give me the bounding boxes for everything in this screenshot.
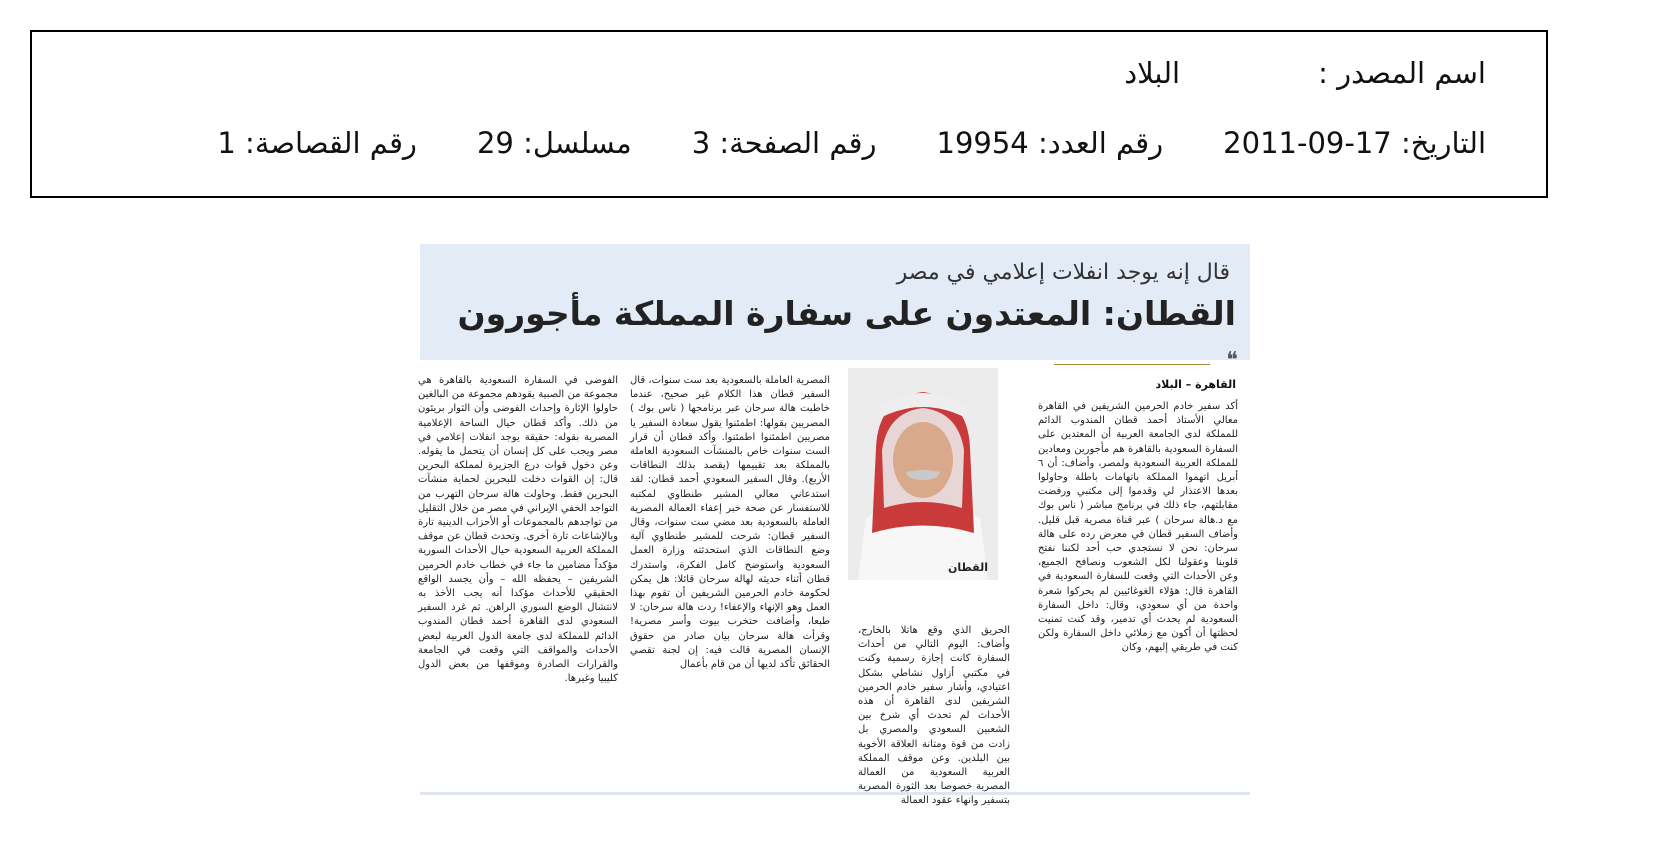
article-column-1: أكد سفير خادم الحرمين الشريفين في القاهرة معالي الأستاذ أحمد قطان المندوب الدائم للمملكة لدى الجامعة العربية أن المعتدين على السفارة السعودية بالقاهرة هم مأجورين ومعادين للمملكة العربية السعودية ولمصر، وأضاف: أن ٦ أبريل اتهموا المملكة باتهامات باطلة وحاولوا بعدها الاعتذار لي وقدموا إلى مكتبي ورفضت مقابلتهم، جاء ذلك في برنامج مباشر ( ناس بوك مع د.هالة سرحان ) عبر قناة مصرية قبل قليل. وأضاف السفير قطان في معرض رده على هالة سرحان: نحن لا نستجدي حب أحد لكننا نفتح قلوبنا وعقولنا لكل الشعوب ونصافح الجميع، وعن الأحداث التي وقعت للسفارة السعودية في القاهرة قال: هؤلاء الغوغائيين لم يحركوا شعرة واحدة من أي سعودي، وقال: داخل السفارة السعودية لم يحدث أي تدمير، وقد كنت تمنيت لحظتها أن أكون مع زملائي داخل السفارة ولكن كنت في طريقي إليهم، وكان: [1038, 401, 1238, 654]
date-field: التاريخ: 17-09-2011: [1223, 126, 1486, 160]
newspaper-clipping: [420, 244, 1250, 844]
source-metadata-box: [30, 30, 1548, 198]
clip-number-field: رقم القصاصة: 1: [217, 126, 417, 160]
article-kicker: قال إنه يوجد انفلات إعلامي في مصر: [896, 260, 1230, 285]
article-dateline: القاهرة – البلاد: [1155, 378, 1236, 391]
source-value: البلاد: [1124, 56, 1181, 90]
quote-rule: [1054, 364, 1210, 365]
article-headline: القطان: المعتدون على سفارة المملكة مأجورون: [457, 294, 1236, 333]
bottom-rule: [420, 792, 1250, 795]
ambassador-photo: [848, 368, 998, 580]
serial-field: مسلسل: 29: [476, 126, 632, 160]
article-column-4: الفوضى في السفارة السعودية بالقاهرة هي مجموعة من الصبية يقودهم مجموعة من البالغين حاولوا الإثارة وإحداث الفوضى وأن الثوار بريئون من ذلك. وأكد قطان حيال الساحة الإعلامية المصرية بقوله: حقيقة يوجد انفلات إعلامي في مصر ويجب على كل إنسان أن يتحمل ما يقوله. وعن دخول قوات درع الجزيرة لمملكة البحرين قال: إن القوات دخلت للبحرين لحماية منشآت البحرين فقط. وحاولت هالة سرحان التهرب من التواجد الخفي الإيراني في مصر من خلال التقليل من تواجدهم بالمجموعات أو الأحزاب الدينية تارة وبالإشاعات تارة أخرى. وتحدث قطان عن موقف المملكة العربية السعودية حيال الأحداث السورية مؤكداً مضامين ما جاء في خطاب خادم الحرمين الشريفين – يحفظه الله – وأن يجسد الواقع الحقيقي للأحداث مؤكدا أنه يجب الأخذ به لانتشال الوضع السوري الراهن. ثم غرد السفير السعودي لدى القاهرة أحمد قطان المندوب الدائم للمملكة لدى جامعة الدول العربية لبعض الأحداث والمواقف التي وقعت في الجامعة والقرارات الصادرة وموقفها من بعض الدول كليبيا وغيرها.: [418, 375, 618, 685]
article-column-2: الحريق الذي وقع هاتلا بالخارج، وأضاف: اليوم التالي من أحداث السفارة كانت إجازة رسمية وكنت في مكتبي أزاول نشاطي بشكل اعتيادي، وأشار سفير خادم الحرمين الشريفين لدى القاهرة أن هذه الأحداث لم تحدث أي شرخ بين الشعبين السعودي والمصري بل زادت من قوة ومتانة العلاقة الأخوية بين البلدين. وعن موقف المملكة العربية السعودية من العمالة المصرية خصوصا بعد الثورة المصرية بتسفير وانهاء عقود العمالة: [858, 625, 1010, 807]
article-column-3: المصرية العاملة بالسعودية بعد ست سنوات، قال السفير قطان هذا الكلام غير صحيح، عندما خاطبت هالة سرحان عبر برنامجها ( ناس بوك ) المصريين بقولها: اطمئنوا يقول سعادة السفير يا مصريين اطمئنوا اطمئنوا. وأكد قطان أن قرار الست سنوات خاص بالمنشآت السعودية العاملة بالمملكة بعد تقييمها (يقصد بذلك النطاقات الأربع). وقال السفير السعودي أحمد قطان: لقد استدعاني معالي المشير طنطاوي لمكتبه للاستفسار عن صحة خبر إعفاء العمالة المصرية العاملة بالسعودية بعد مضي ست سنوات، وقال السفير قطان: شرحت للمشير طنطاوي آلية وضع النطاقات الذي استحدثته وزارة العمل السعودية واستوضح كامل الفكرة، واستدرك قطان أثناء حديثه لهالة سرحان قائلا: هل يمكن لحكومة خادم الحرمين الشريفين أن تقوم بهذا العمل وهو الإنهاء والإعفاء! ردت هالة سرحان: لا طبعا، وأضافت حتخرب بيوت وأسر مصرية! وقرأت هالة سرحان بيان صادر من حقوق الإنسان المصرية قالت فيه: إن لجنة تقصي الحقائق تأكد لديها أن من قام بأعمال: [630, 375, 830, 671]
photo-caption: القطان: [947, 561, 988, 574]
issue-number-field: رقم العدد: 19954: [936, 126, 1164, 160]
source-row: [1124, 56, 1486, 90]
quote-mark-icon: ❝: [1226, 348, 1238, 373]
portrait-illustration-icon: [848, 368, 998, 580]
source-label: اسم المصدر :: [1318, 56, 1486, 90]
page-number-field: رقم الصفحة: 3: [691, 126, 877, 160]
headline-band: [420, 244, 1250, 360]
issue-info-row: [217, 126, 1486, 160]
